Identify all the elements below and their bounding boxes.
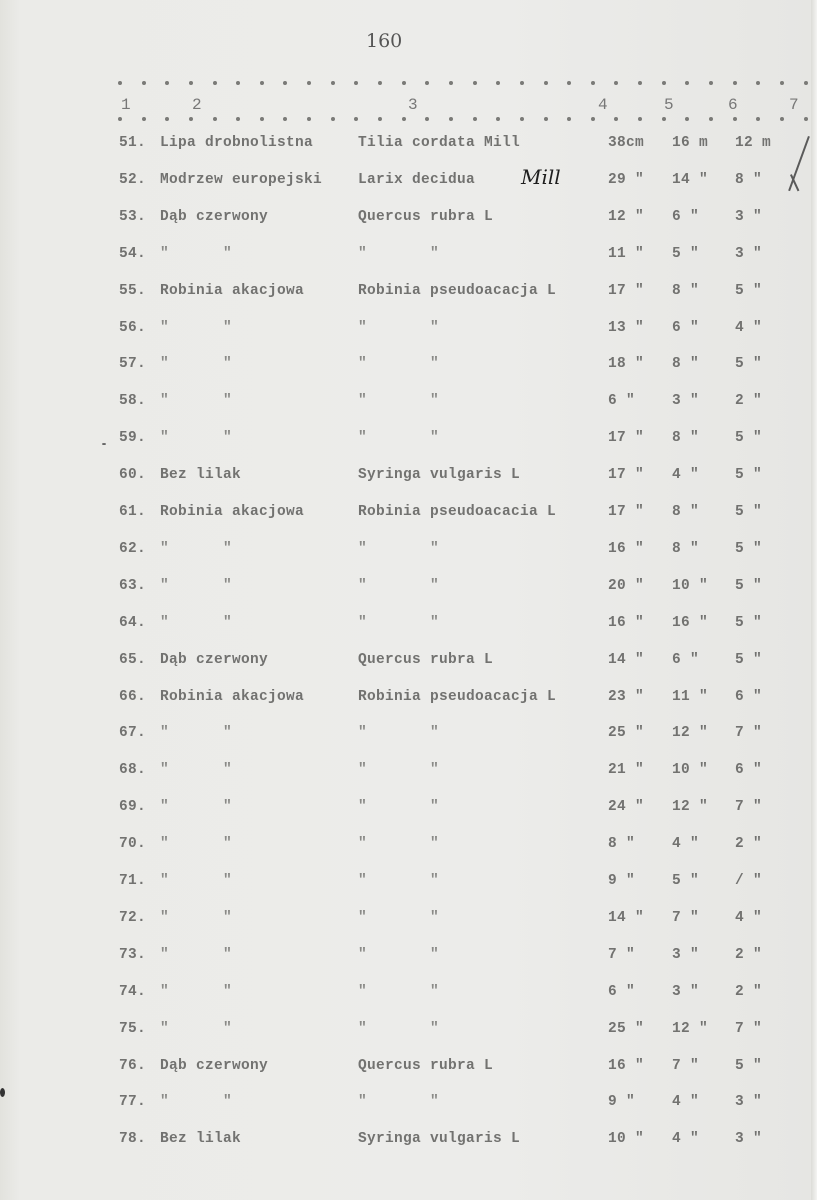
crown-value: 3 " <box>735 1131 763 1148</box>
girth-value: 9 " <box>608 873 636 889</box>
column-number: 3 <box>408 96 418 114</box>
table-row <box>0 541 817 565</box>
polish-name: " " <box>160 909 233 926</box>
girth-value: 7 " <box>608 946 636 963</box>
crown-value: 7 " <box>735 799 763 816</box>
rule-dot <box>709 81 713 85</box>
table-row <box>0 615 817 639</box>
latin-name: " " <box>358 799 440 816</box>
latin-name: " " <box>358 614 440 631</box>
height-value: 3 " <box>672 393 700 410</box>
height-value: 14 " <box>672 171 709 188</box>
latin-name: Quercus rubra L <box>358 1057 494 1074</box>
girth-value: 25 " <box>608 1020 645 1037</box>
polish-name: Bez lilak <box>160 467 242 484</box>
row-number: 64. <box>119 614 147 631</box>
rule-dot <box>213 117 217 121</box>
polish-name: Lipa drobnolistna <box>160 135 314 151</box>
height-value: 8 " <box>672 540 700 557</box>
rule-dot <box>236 81 240 85</box>
girth-value: 11 " <box>608 245 645 262</box>
height-value: 6 " <box>672 651 700 668</box>
polish-name: " " <box>160 836 233 853</box>
rule-dot <box>591 81 595 85</box>
polish-name: " " <box>160 430 233 447</box>
girth-value: 17 " <box>608 504 645 520</box>
table-row <box>0 725 817 749</box>
crown-value: 5 " <box>735 282 763 299</box>
latin-name: " " <box>358 725 440 742</box>
rule-dot <box>260 117 264 121</box>
latin-name: " " <box>358 1020 440 1037</box>
polish-name: " " <box>160 1094 233 1111</box>
girth-value: 8 " <box>608 836 636 853</box>
polish-name: " " <box>160 577 233 594</box>
latin-name: " " <box>358 540 440 557</box>
row-number: 65. <box>119 651 147 668</box>
rule-dot <box>733 117 737 121</box>
height-value: 3 " <box>672 946 700 963</box>
column-number: 7 <box>789 96 799 114</box>
crown-value: 2 " <box>735 836 763 853</box>
crown-value: 3 " <box>735 245 763 262</box>
girth-value: 6 " <box>608 983 636 1000</box>
crown-value: 6 " <box>735 762 763 779</box>
rule-dot <box>165 117 169 121</box>
height-value: 6 " <box>672 208 700 225</box>
crown-value: 5 " <box>735 356 763 373</box>
row-number: 54. <box>119 245 147 262</box>
rule-dot <box>496 81 500 85</box>
height-value: 4 " <box>672 1094 700 1111</box>
table-row <box>0 652 817 676</box>
table-row <box>0 689 817 713</box>
height-value: 10 " <box>672 577 709 594</box>
girth-value: 12 " <box>608 208 645 225</box>
rule-dot <box>449 117 453 121</box>
dotted-rule-bottom <box>118 114 808 124</box>
rule-dot <box>165 81 169 85</box>
latin-name: Robinia pseudoacacja L <box>358 688 557 705</box>
girth-value: 17 " <box>608 467 645 484</box>
table-row <box>0 504 817 528</box>
table-row <box>0 984 817 1008</box>
rule-dot <box>118 117 122 121</box>
rule-dot <box>449 81 453 85</box>
girth-value: 16 " <box>608 1057 645 1074</box>
rule-dot <box>378 117 382 121</box>
height-value: 8 " <box>672 356 700 373</box>
table-row <box>0 1021 817 1045</box>
rule-dot <box>520 117 524 121</box>
crown-value: 2 " <box>735 393 763 410</box>
polish-name: " " <box>160 614 233 631</box>
girth-value: 21 " <box>608 762 645 779</box>
polish-name: Bez lilak <box>160 1131 242 1148</box>
row-number: 60. <box>119 467 147 484</box>
rule-dot <box>307 81 311 85</box>
rule-dot <box>402 117 406 121</box>
rule-dot <box>662 117 666 121</box>
row-number: 51. <box>119 135 147 151</box>
table-row <box>0 799 817 823</box>
table-row <box>0 135 817 159</box>
rule-dot <box>142 81 146 85</box>
table-row <box>0 209 817 233</box>
table-row <box>0 947 817 971</box>
table-row <box>0 246 817 270</box>
row-number: 73. <box>119 946 147 963</box>
girth-value: 23 " <box>608 688 645 705</box>
rule-dot <box>638 81 642 85</box>
rule-dot <box>118 81 122 85</box>
girth-value: 24 " <box>608 799 645 816</box>
scan-speck <box>102 443 106 445</box>
rule-dot <box>544 117 548 121</box>
column-number: 1 <box>121 96 131 114</box>
latin-name: " " <box>358 245 440 262</box>
polish-name: " " <box>160 319 233 336</box>
table-row <box>0 430 817 454</box>
girth-value: 6 " <box>608 393 636 410</box>
girth-value: 17 " <box>608 282 645 299</box>
rule-dot <box>638 117 642 121</box>
table-row <box>0 1058 817 1082</box>
latin-name: Quercus rubra L <box>358 651 494 668</box>
polish-name: " " <box>160 356 233 373</box>
height-value: 12 " <box>672 725 709 742</box>
row-number: 56. <box>119 319 147 336</box>
rule-dot <box>591 117 595 121</box>
crown-value: 5 " <box>735 467 763 484</box>
rule-dot <box>662 81 666 85</box>
crown-value: 5 " <box>735 504 763 520</box>
height-value: 10 " <box>672 762 709 779</box>
crown-value: 7 " <box>735 725 763 742</box>
rule-dot <box>142 117 146 121</box>
girth-value: 14 " <box>608 651 645 668</box>
height-value: 7 " <box>672 1057 700 1074</box>
polish-name: " " <box>160 393 233 410</box>
latin-name: Robinia pseudoacacja L <box>358 282 557 299</box>
height-value: 12 " <box>672 799 709 816</box>
crown-value: 5 " <box>735 430 763 447</box>
polish-name: " " <box>160 762 233 779</box>
table-row <box>0 356 817 380</box>
rule-dot <box>402 81 406 85</box>
crown-value: 8 " <box>735 171 763 188</box>
table-row <box>0 1094 817 1118</box>
height-value: 12 " <box>672 1020 709 1037</box>
row-number: 57. <box>119 356 147 373</box>
table-row <box>0 283 817 307</box>
height-value: 8 " <box>672 430 700 447</box>
row-number: 63. <box>119 577 147 594</box>
latin-name: Larix decidua <box>358 171 476 188</box>
table-row <box>0 393 817 417</box>
height-value: 7 " <box>672 909 700 926</box>
height-value: 4 " <box>672 1131 700 1148</box>
row-number: 78. <box>119 1131 147 1148</box>
girth-value: 17 " <box>608 430 645 447</box>
height-value: 8 " <box>672 504 700 520</box>
height-value: 4 " <box>672 836 700 853</box>
handwritten-mill-note: Mill <box>521 165 561 189</box>
latin-name: Tilia cordata Mill <box>358 135 521 151</box>
height-value: 5 " <box>672 873 700 889</box>
column-number: 6 <box>728 96 738 114</box>
row-number: 58. <box>119 393 147 410</box>
rule-dot <box>307 117 311 121</box>
rule-dot <box>520 81 524 85</box>
column-number: 4 <box>598 96 608 114</box>
rule-dot <box>780 117 784 121</box>
polish-name: " " <box>160 873 233 889</box>
crown-value: 5 " <box>735 614 763 631</box>
table-row <box>0 1131 817 1155</box>
rule-dot <box>496 117 500 121</box>
crown-value: 12 m <box>735 135 772 151</box>
rule-dot <box>378 81 382 85</box>
crown-value: 5 " <box>735 1057 763 1074</box>
crown-value: 7 " <box>735 1020 763 1037</box>
crown-value: 5 " <box>735 651 763 668</box>
girth-value: 13 " <box>608 319 645 336</box>
rule-dot <box>544 81 548 85</box>
row-number: 67. <box>119 725 147 742</box>
rule-dot <box>189 117 193 121</box>
rule-dot <box>709 117 713 121</box>
rule-dot <box>354 117 358 121</box>
girth-value: 29 " <box>608 171 645 188</box>
column-number: 5 <box>664 96 674 114</box>
row-number: 59. <box>119 430 147 447</box>
latin-name: " " <box>358 762 440 779</box>
row-number: 52. <box>119 171 147 188</box>
rule-dot <box>473 117 477 121</box>
polish-name: Dąb czerwony <box>160 651 269 668</box>
polish-name: " " <box>160 983 233 1000</box>
rule-dot <box>425 117 429 121</box>
rule-dot <box>756 117 760 121</box>
girth-value: 18 " <box>608 356 645 373</box>
dotted-rule-top <box>118 78 808 88</box>
crown-value: 6 " <box>735 688 763 705</box>
latin-name: Quercus rubra L <box>358 208 494 225</box>
table-row <box>0 836 817 860</box>
rule-dot <box>236 117 240 121</box>
row-number: 61. <box>119 504 147 520</box>
latin-name: " " <box>358 836 440 853</box>
latin-name: " " <box>358 430 440 447</box>
height-value: 16 m <box>672 135 709 151</box>
row-number: 69. <box>119 799 147 816</box>
rule-dot <box>780 81 784 85</box>
row-number: 70. <box>119 836 147 853</box>
table-row <box>0 578 817 602</box>
girth-value: 9 " <box>608 1094 636 1111</box>
girth-value: 16 " <box>608 614 645 631</box>
polish-name: Robinia akacjowa <box>160 504 305 520</box>
row-number: 68. <box>119 762 147 779</box>
rule-dot <box>804 81 808 85</box>
girth-value: 38cm <box>608 135 645 151</box>
rule-dot <box>213 81 217 85</box>
row-number: 76. <box>119 1057 147 1074</box>
row-number: 77. <box>119 1094 147 1111</box>
girth-value: 10 " <box>608 1131 645 1148</box>
rule-dot <box>331 81 335 85</box>
rule-dot <box>685 117 689 121</box>
row-number: 75. <box>119 1020 147 1037</box>
height-value: 6 " <box>672 319 700 336</box>
table-row <box>0 320 817 344</box>
polish-name: " " <box>160 540 233 557</box>
row-number: 53. <box>119 208 147 225</box>
latin-name: " " <box>358 983 440 1000</box>
polish-name: Dąb czerwony <box>160 208 269 225</box>
height-value: 3 " <box>672 983 700 1000</box>
girth-value: 20 " <box>608 577 645 594</box>
page-number: 160 <box>366 30 403 52</box>
latin-name: " " <box>358 946 440 963</box>
girth-value: 25 " <box>608 725 645 742</box>
crown-value: 5 " <box>735 540 763 557</box>
latin-name: " " <box>358 577 440 594</box>
latin-name: " " <box>358 909 440 926</box>
rule-dot <box>733 81 737 85</box>
latin-name: " " <box>358 393 440 410</box>
rule-dot <box>804 117 808 121</box>
latin-name: " " <box>358 1094 440 1111</box>
rule-dot <box>260 81 264 85</box>
row-number: 62. <box>119 540 147 557</box>
polish-name: " " <box>160 1020 233 1037</box>
latin-name: " " <box>358 319 440 336</box>
table-row <box>0 172 817 196</box>
rule-dot <box>614 81 618 85</box>
crown-value: 2 " <box>735 946 763 963</box>
rule-dot <box>685 81 689 85</box>
rule-dot <box>189 81 193 85</box>
rule-dot <box>331 117 335 121</box>
rule-dot <box>756 81 760 85</box>
latin-name: Robinia pseudoacacia L <box>358 504 557 520</box>
polish-name: Modrzew europejski <box>160 171 323 188</box>
crown-value: 3 " <box>735 1094 763 1111</box>
girth-value: 16 " <box>608 540 645 557</box>
polish-name: Robinia akacjowa <box>160 282 305 299</box>
rule-dot <box>425 81 429 85</box>
latin-name: " " <box>358 873 440 889</box>
height-value: 16 " <box>672 614 709 631</box>
table-row <box>0 910 817 934</box>
polish-name: " " <box>160 245 233 262</box>
rule-dot <box>567 81 571 85</box>
row-number: 72. <box>119 909 147 926</box>
table-row <box>0 762 817 786</box>
latin-name: Syringa vulgaris L <box>358 467 521 484</box>
rule-dot <box>567 117 571 121</box>
table-row <box>0 467 817 491</box>
column-number: 2 <box>192 96 202 114</box>
crown-value: 3 " <box>735 208 763 225</box>
row-number: 74. <box>119 983 147 1000</box>
polish-name: " " <box>160 799 233 816</box>
scan-speck <box>0 1088 5 1097</box>
row-number: 55. <box>119 282 147 299</box>
height-value: 8 " <box>672 282 700 299</box>
row-number: 71. <box>119 873 147 889</box>
crown-value: 5 " <box>735 577 763 594</box>
polish-name: " " <box>160 725 233 742</box>
table-row <box>0 873 817 897</box>
height-value: 11 " <box>672 688 709 705</box>
height-value: 4 " <box>672 467 700 484</box>
row-number: 66. <box>119 688 147 705</box>
rule-dot <box>614 117 618 121</box>
rule-dot <box>473 81 477 85</box>
rule-dot <box>354 81 358 85</box>
rule-dot <box>283 81 287 85</box>
height-value: 5 " <box>672 245 700 262</box>
polish-name: " " <box>160 946 233 963</box>
latin-name: " " <box>358 356 440 373</box>
crown-value: 4 " <box>735 909 763 926</box>
crown-value: / " <box>735 873 763 889</box>
rule-dot <box>283 117 287 121</box>
polish-name: Dąb czerwony <box>160 1057 269 1074</box>
crown-value: 2 " <box>735 983 763 1000</box>
polish-name: Robinia akacjowa <box>160 688 305 705</box>
girth-value: 14 " <box>608 909 645 926</box>
latin-name: Syringa vulgaris L <box>358 1131 521 1148</box>
crown-value: 4 " <box>735 319 763 336</box>
